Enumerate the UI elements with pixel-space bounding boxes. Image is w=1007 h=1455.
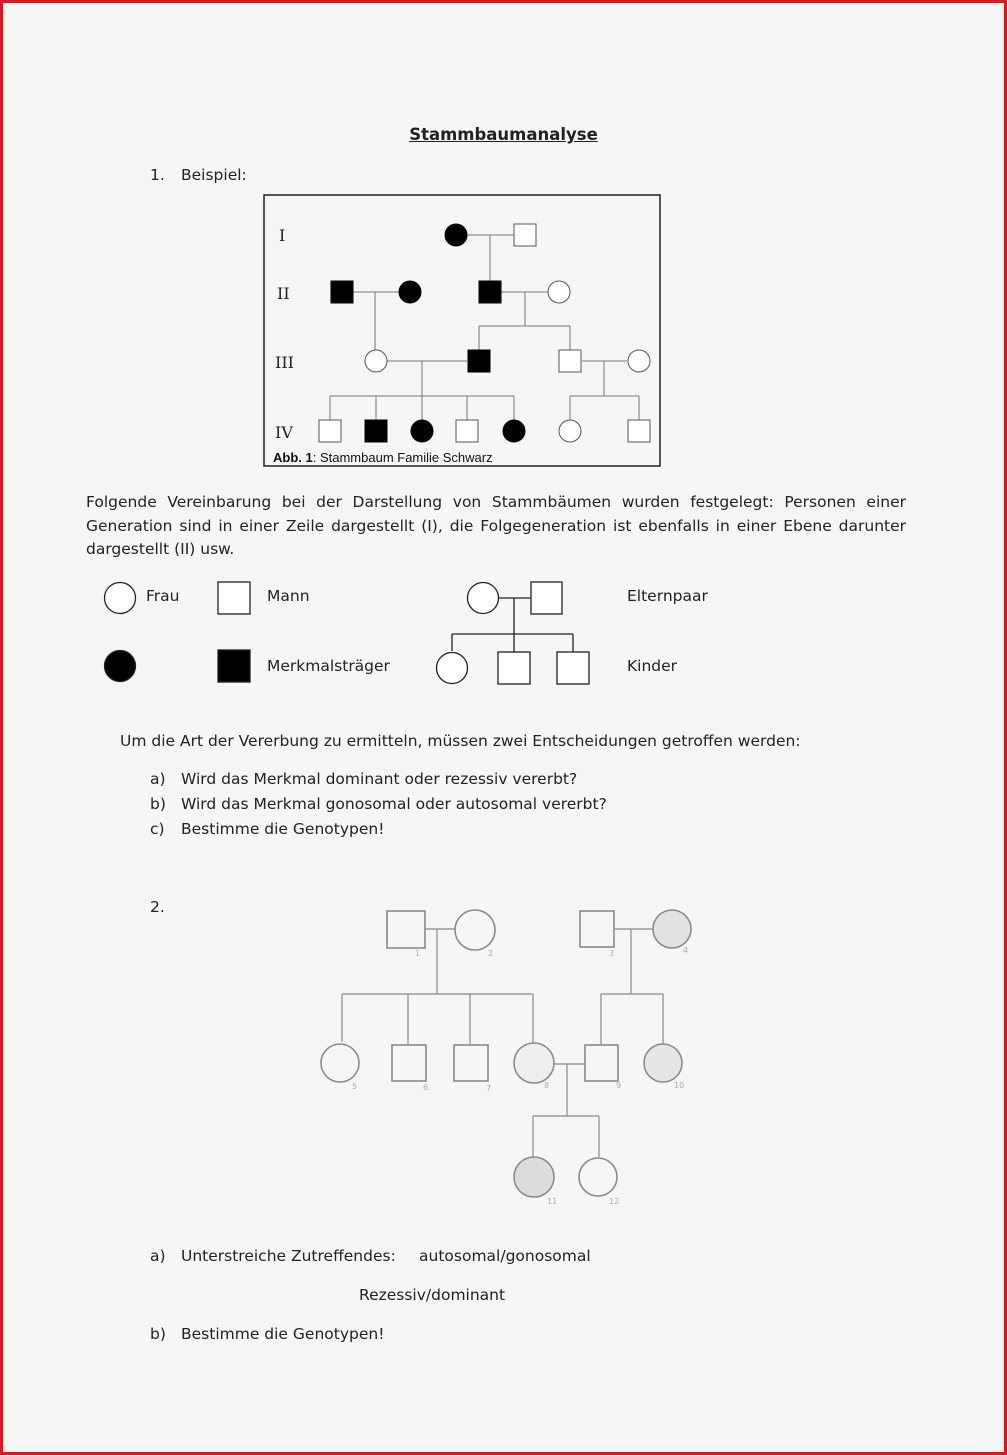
person-2-woman [455, 910, 495, 950]
intro-text: Um die Art der Vererbung zu ermitteln, müssen zwei Entscheidungen getroffen werden: [120, 732, 801, 750]
person-3-man [580, 911, 614, 947]
question-c-letter: c) [150, 820, 165, 838]
question-a-letter: a) [150, 770, 166, 788]
gen2-woman [548, 281, 570, 303]
person-12-woman [579, 1158, 617, 1196]
person-6-man [392, 1045, 426, 1081]
task2-b-text: Bestimme die Genotypen! [181, 1325, 385, 1343]
gen3-man [559, 350, 581, 372]
gen4-woman [559, 420, 581, 442]
gen-label-1: I [279, 226, 286, 245]
legend-affected-man-symbol [218, 650, 250, 682]
task1-number: 1. [150, 166, 165, 184]
person-number: 8 [544, 1081, 550, 1090]
person-5-woman [321, 1044, 359, 1082]
convention-paragraph: Folgende Vereinbarung bei der Darstellung von Stammbäumen wurden festgelegt: Personen einer Generation sind in einer Zeile dargestellt (I), die Folgegeneration ist ebenfalls in einer Ebene darunter dargestellt (II) usw. [86, 493, 906, 558]
task2-b-letter: b) [150, 1325, 166, 1343]
task1-label: Beispiel: [181, 166, 247, 184]
gen4-woman-affected [503, 420, 525, 442]
question-b-text: Wird das Merkmal gonosomal oder autosomal vererbt? [181, 795, 607, 813]
page-title: Stammbaumanalyse [409, 125, 598, 144]
figure1-caption-rest: : Stammbaum Familie Schwarz [312, 450, 493, 465]
person-number: 9 [616, 1081, 622, 1090]
question-a-text: Wird das Merkmal dominant oder rezessiv vererbt? [181, 770, 578, 788]
figure1-caption [273, 450, 493, 465]
person-number: 12 [609, 1197, 620, 1206]
legend-child-girl [437, 653, 468, 684]
legend-parent-mother [468, 583, 499, 614]
person-8-woman [514, 1043, 554, 1083]
gen4-man [319, 420, 341, 442]
legend-man-symbol [218, 582, 250, 614]
person-7-man [454, 1045, 488, 1081]
gen3-woman [628, 350, 650, 372]
task2-a-text: Unterstreiche Zutreffendes: [181, 1247, 396, 1265]
gen1-woman-affected [445, 224, 467, 246]
person-number: 3 [609, 949, 615, 958]
person-number: 6 [423, 1083, 429, 1092]
gen3-man-affected [468, 350, 490, 372]
person-number: 7 [486, 1084, 492, 1093]
question-b-letter: b) [150, 795, 166, 813]
gen3-woman [365, 350, 387, 372]
gen-label-3: III [275, 353, 294, 372]
task2-a-option-inheritance: autosomal/gonosomal [419, 1247, 591, 1265]
person-number: 1 [415, 949, 421, 958]
question-c-text: Bestimme die Genotypen! [181, 820, 385, 838]
person-number: 10 [674, 1081, 685, 1090]
gen2-woman-affected [399, 281, 421, 303]
person-10-woman-shaded [644, 1044, 682, 1082]
gen4-man-affected [365, 420, 387, 442]
legend-child-boy [498, 652, 530, 684]
gen2-man-affected [479, 281, 501, 303]
person-number: 4 [683, 946, 689, 955]
gen-label-2: II [277, 284, 290, 303]
gen-label-4: IV [275, 423, 293, 442]
legend-affected-label: Merkmalsträger [267, 657, 390, 675]
person-number: 2 [488, 949, 494, 958]
gen4-woman-affected [411, 420, 433, 442]
legend-man-label: Mann [267, 587, 310, 605]
gen2-man-affected [331, 281, 353, 303]
figure1-caption-bold: Abb. 1 [273, 450, 313, 465]
legend-woman-symbol [105, 583, 136, 614]
pedigree-figure-2 [342, 929, 663, 1157]
task2-a-option-dominance: Rezessiv/dominant [359, 1286, 506, 1304]
legend-woman-label: Frau [146, 587, 180, 605]
person-number: 5 [352, 1082, 358, 1091]
gen1-man [514, 224, 536, 246]
person-9-man [585, 1045, 618, 1081]
legend-affected-woman-symbol [105, 651, 136, 682]
legend-parents-label: Elternpaar [627, 587, 708, 605]
person-4-woman-shaded [653, 910, 691, 948]
person-11-woman-shaded [514, 1157, 554, 1197]
person-1-man [387, 911, 425, 948]
task2-number: 2. [150, 898, 165, 916]
task2-a-letter: a) [150, 1247, 166, 1265]
gen4-man [456, 420, 478, 442]
legend-children-label: Kinder [627, 657, 678, 675]
person-number: 11 [547, 1197, 558, 1206]
legend-parent-father [531, 582, 562, 614]
legend-child-boy [557, 652, 589, 684]
gen4-man [628, 420, 650, 442]
